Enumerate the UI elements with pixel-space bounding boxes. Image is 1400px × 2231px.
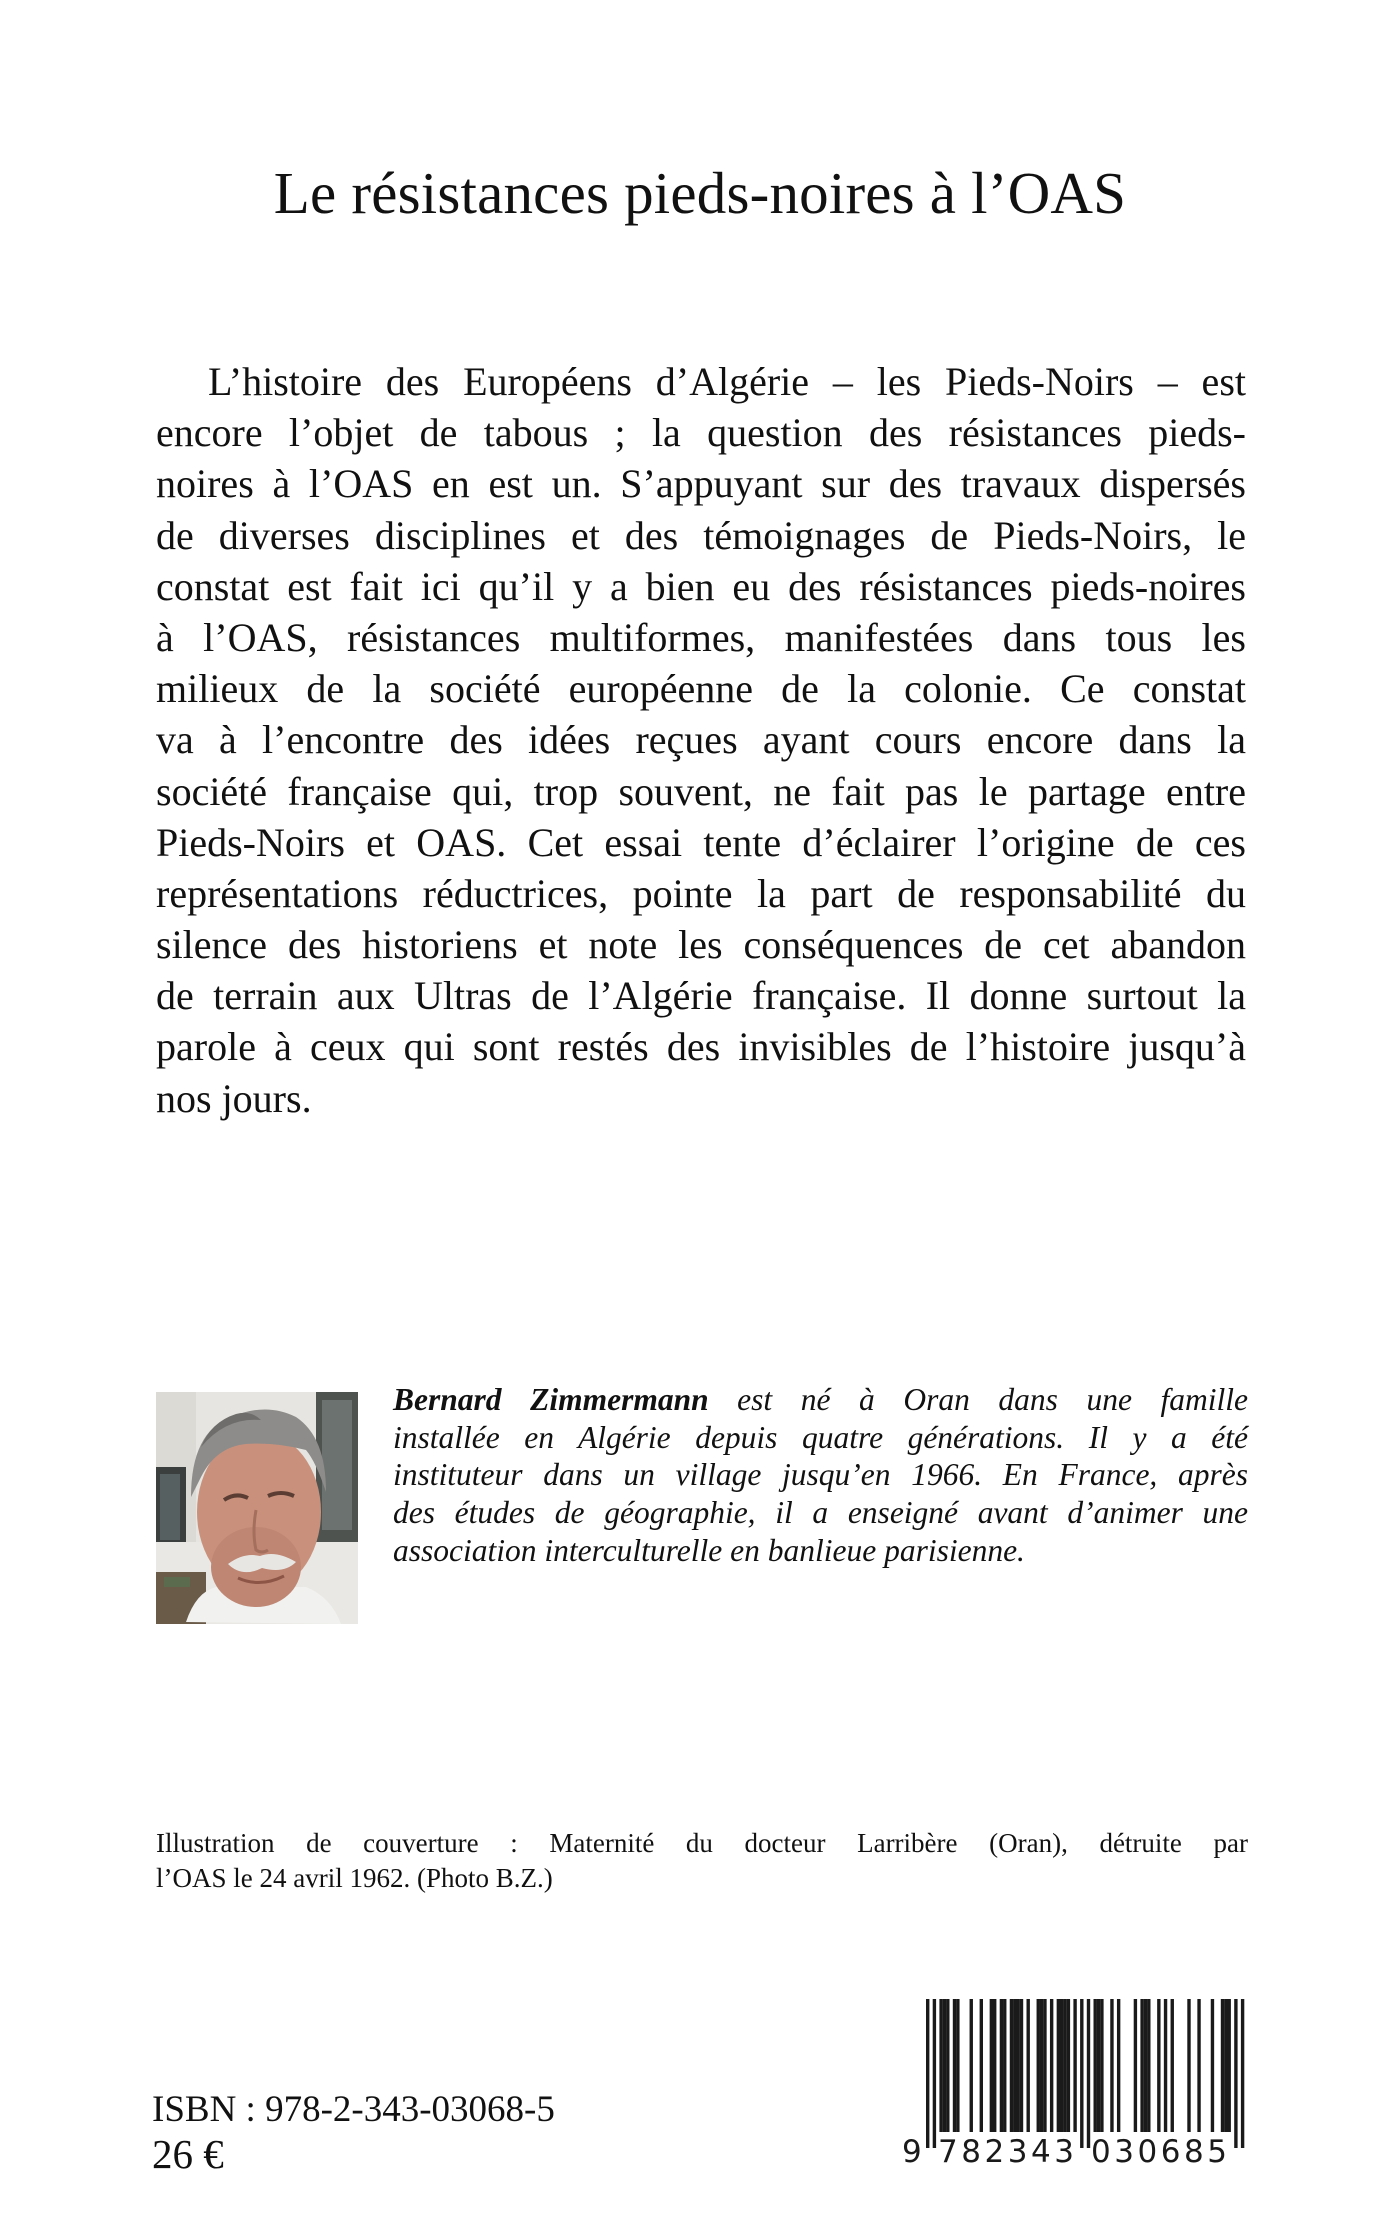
author-bio-line: instituteur dans un village jusqu’en 1966. En France, après bbox=[393, 1457, 1248, 1493]
caption-line: l’OAS le 24 avril 1962. (Photo B.Z.) bbox=[156, 1863, 553, 1893]
price-text: 26 € bbox=[152, 2131, 224, 2177]
cover-illustration-caption bbox=[156, 1826, 1248, 1896]
blurb-line: parole à ceux qui sont restés des invisibles de l’histoire jusqu’à bbox=[156, 1024, 1246, 1070]
ean13-barcode bbox=[896, 1995, 1256, 2170]
blurb-line: noires à l’OAS en est un. S’appuyant sur des travaux dispersés bbox=[156, 461, 1246, 507]
author-portrait-image bbox=[156, 1392, 358, 1624]
caption-line: Illustration de couverture : Maternité du docteur Larribère (Oran), détruite par bbox=[156, 1828, 1248, 1858]
blurb-line: société française qui, trop souvent, ne fait pas le partage entre bbox=[156, 768, 1246, 814]
author-bio bbox=[393, 1381, 1248, 1569]
blurb-line: à l’OAS, résistances multiformes, manifestées dans tous les bbox=[156, 614, 1246, 660]
book-title: Le résistances pieds-noires à l’OAS bbox=[273, 160, 1127, 226]
blurb-line: encore l’objet de tabous ; la question des résistances pieds- bbox=[156, 410, 1246, 456]
author-bio-text: est né à Oran dans une famille bbox=[708, 1382, 1248, 1417]
blurb-line: va à l’encontre des idées reçues ayant cours encore dans la bbox=[156, 717, 1246, 763]
blurb-line: de terrain aux Ultras de l’Algérie française. Il donne surtout la bbox=[156, 973, 1246, 1019]
blurb-line: constat est fait ici qu’il y a bien eu des résistances pieds-noires bbox=[156, 563, 1246, 609]
barcode-icon bbox=[896, 1995, 1256, 2170]
barcode-right-digits: 030685 bbox=[1091, 2134, 1227, 2170]
barcode-bars bbox=[926, 1999, 1244, 2148]
blurb-line: silence des historiens et note les conséquences de cet abandon bbox=[156, 922, 1246, 968]
blurb-line: milieux de la société européenne de la colonie. Ce constat bbox=[156, 666, 1246, 712]
author-name: Bernard Zimmermann bbox=[393, 1382, 709, 1417]
barcode-lead-digit: 9 bbox=[902, 2134, 922, 2170]
barcode-left-digits: 782343 bbox=[938, 2134, 1074, 2170]
author-bio-line: association interculturelle en banlieue parisienne. bbox=[393, 1532, 1025, 1568]
blurb-line: Pieds-Noirs et OAS. Cet essai tente d’éclairer l’origine de ces bbox=[156, 819, 1246, 865]
author-photo bbox=[156, 1392, 358, 1624]
author-bio-line: installée en Algérie depuis quatre générations. Il y a été bbox=[393, 1419, 1248, 1455]
blurb-line: de diverses disciplines et des témoignages de Pieds-Noirs, le bbox=[156, 512, 1246, 558]
isbn-text: ISBN : 978-2-343-03068-5 bbox=[152, 2089, 555, 2130]
blurb-line: représentations réductrices, pointe la part de responsabilité du bbox=[156, 870, 1246, 916]
blurb-line: nos jours. bbox=[156, 1075, 312, 1121]
back-cover-blurb bbox=[156, 356, 1246, 1124]
author-bio-line bbox=[393, 1381, 1248, 1419]
blurb-line: L’histoire des Européens d’Algérie – les Pieds-Noirs – est bbox=[208, 359, 1246, 404]
author-bio-line: des études de géographie, il a enseigné avant d’animer une bbox=[393, 1495, 1248, 1531]
